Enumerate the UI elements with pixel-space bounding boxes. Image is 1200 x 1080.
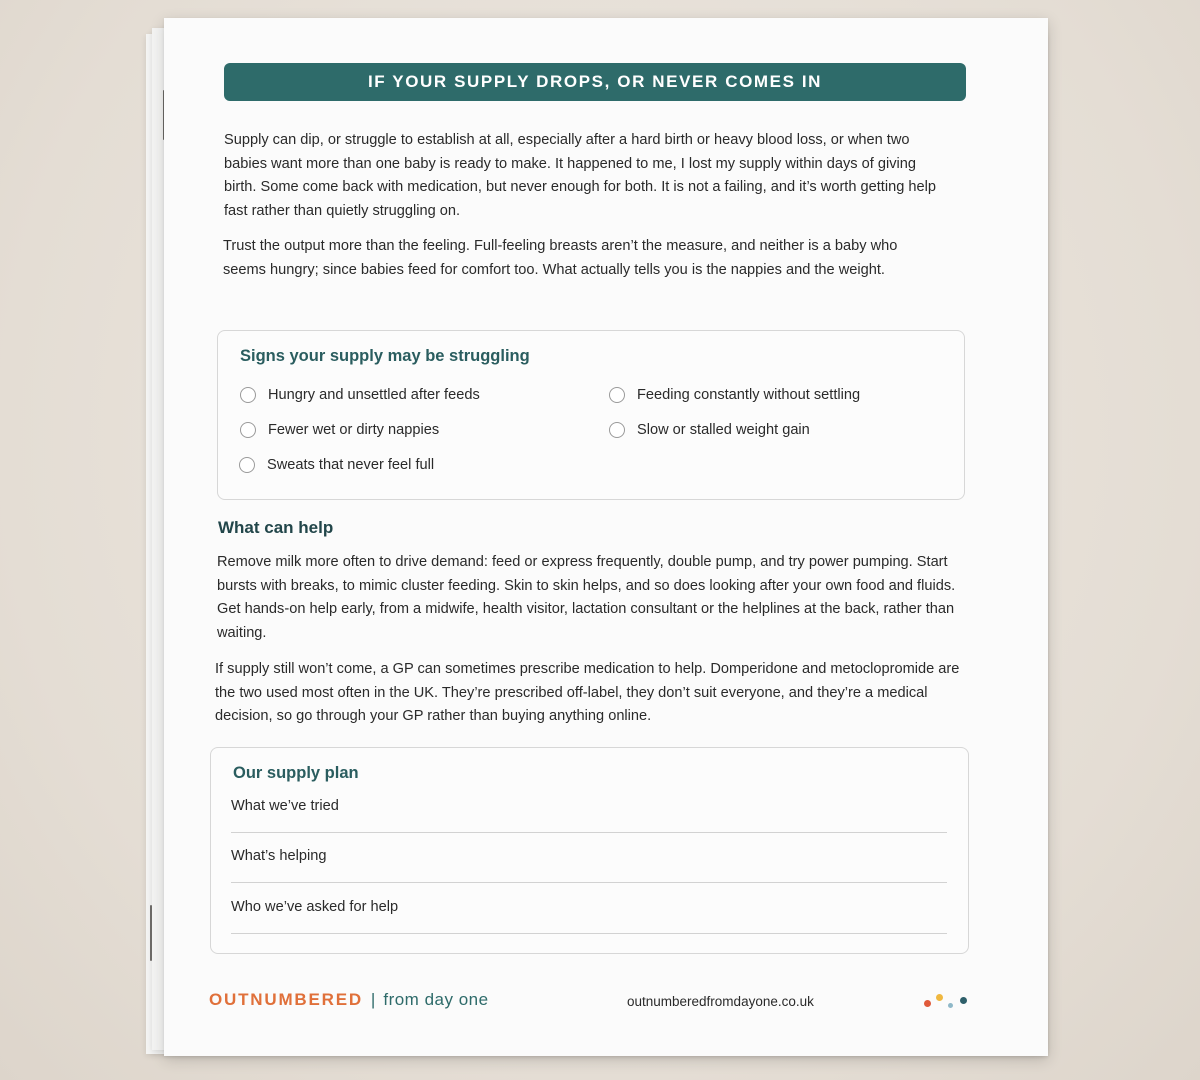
checklist-item-label: Feeding constantly without settling [637, 387, 861, 403]
dot-icon [936, 994, 943, 1001]
checklist-item-label: Fewer wet or dirty nappies [268, 422, 440, 438]
checklist-item[interactable] [240, 387, 480, 403]
printed-page [164, 18, 1048, 1056]
plan-line-label: What’s helping [231, 848, 327, 864]
signs-checklist-box [217, 330, 965, 500]
checkbox-circle-icon[interactable] [239, 457, 255, 473]
checklist-item[interactable] [609, 422, 810, 438]
help-paragraph: If supply still won’t come, a GP can sometimes prescribe medication to help. Domperidone and metoclopromide are the two used most often in the UK. They’re prescribed off-label, they don’t suit everyone, and they’re a medical decision, so go through your GP rather than buying anything online. [215, 661, 960, 724]
checkbox-circle-icon[interactable] [609, 387, 625, 403]
checklist-item[interactable] [609, 387, 860, 403]
plan-line-label: What we’ve tried [231, 798, 339, 814]
website-url: outnumberedfromdayone.co.uk [627, 994, 814, 1009]
brand-separator: | [370, 990, 376, 1009]
brand-logo [209, 990, 489, 1010]
checklist-item[interactable] [240, 422, 439, 438]
plan-write-in-line[interactable] [231, 899, 947, 915]
page-title: IF YOUR SUPPLY DROPS, OR NEVER COMES IN [224, 63, 966, 101]
signs-heading: Signs your supply may be struggling [240, 347, 530, 365]
write-in-rule [231, 933, 947, 934]
checklist-item[interactable] [239, 457, 434, 473]
staple [150, 905, 152, 961]
checkbox-circle-icon[interactable] [240, 387, 256, 403]
dot-icon [948, 1003, 953, 1008]
intro-paragraph: Trust the output more than the feeling. Full-feeling breasts aren’t the measure, and neither is a baby who seems hungry; since babies feed for comfort too. What actually tells you is the nappies and the weight. [223, 238, 898, 278]
write-in-rule [231, 882, 947, 883]
decorative-dots-icon [924, 994, 974, 1010]
plan-line-label: Who we’ve asked for help [231, 899, 399, 915]
checklist-item-label: Hungry and unsettled after feeds [268, 387, 480, 403]
checklist-item-label: Sweats that never feel full [267, 457, 435, 473]
dot-icon [960, 997, 967, 1004]
plan-heading: Our supply plan [233, 764, 359, 782]
intro-paragraph: Supply can dip, or struggle to establish at all, especially after a hard birth or heavy blood loss, or when two babies want more than one baby is ready to make. It happened to me, I lost my supply within days of giving birth. Some come back with medication, but never enough for both. It is not a failing, and it’s worth getting help fast rather than quietly struggling on. [224, 132, 936, 219]
checkbox-circle-icon[interactable] [240, 422, 256, 438]
plan-write-in-line[interactable] [231, 848, 947, 864]
dot-icon [924, 1000, 931, 1007]
brand-tagline: from day one [383, 990, 489, 1009]
brand-name: OUTNUMBERED [209, 990, 363, 1009]
plan-write-in-line[interactable] [231, 798, 947, 814]
write-in-rule [231, 832, 947, 833]
help-heading: What can help [218, 518, 334, 537]
supply-plan-box [210, 747, 969, 954]
help-paragraph: Remove milk more often to drive demand: feed or express frequently, double pump, and try power pumping. Start bursts with breaks, to mimic cluster feeding. Skin to skin helps, and so does looking after your own food and fluids. Get hands-on help early, from a midwife, health visitor, lactation consultant or the helplines at the back, rather than waiting. [217, 554, 956, 641]
checkbox-circle-icon[interactable] [609, 422, 625, 438]
checklist-item-label: Slow or stalled weight gain [637, 422, 810, 438]
